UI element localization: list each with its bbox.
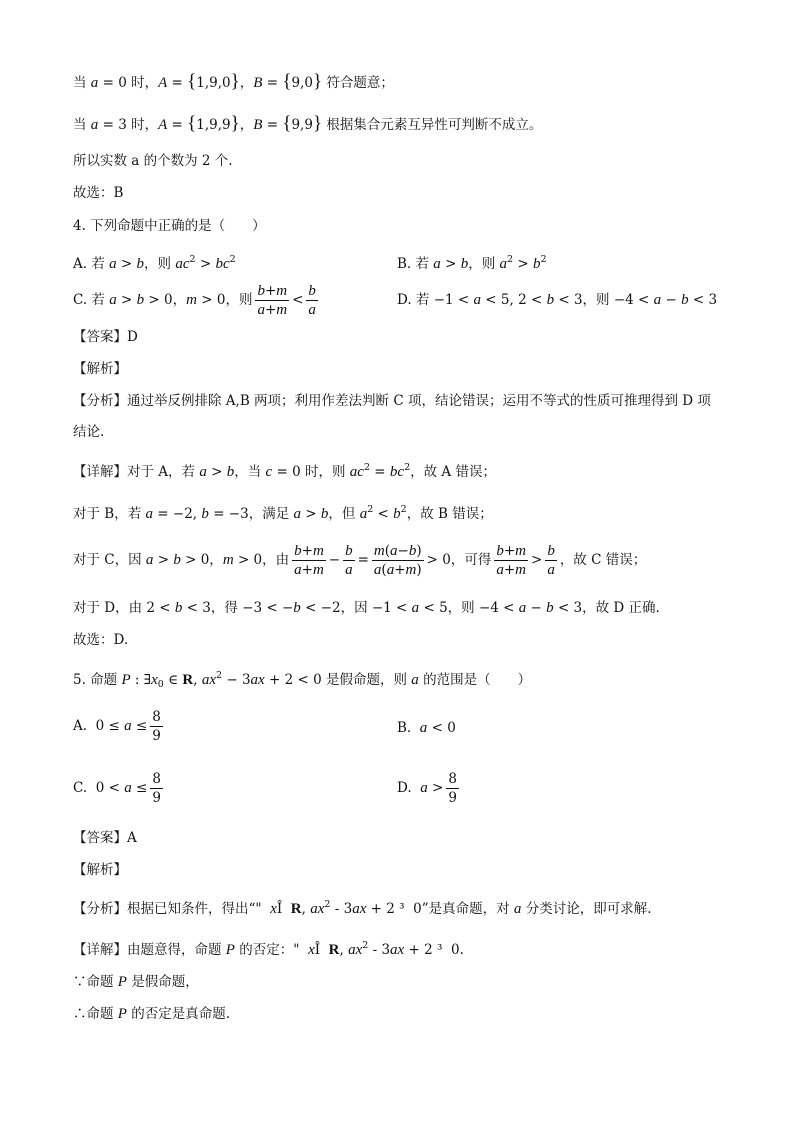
question-5-stem: 5. 命题 P : $\exists x_0$ ∈ R, $ax^2 - 3ax + 2 < 0$ 是假命题，则 a 的范围是（ ） <box>73 670 532 690</box>
analysis-text: 结论. <box>73 424 105 440</box>
q5-option-b: B. a < 0 <box>397 720 456 736</box>
detail-line: 【详解】由题意得，命题 P 的否定：" xÎ R, $ax^2 - 3ax + 2$ ³ 0. <box>73 940 464 958</box>
q4-option-b: B. 若 a > b，则 $a^2 > b^2$ <box>397 254 547 272</box>
text-line: 当 a = 0 时，A = {1,9,0}，B = {9,0} 符合题意； <box>73 71 394 92</box>
analysis-label: 【解析】 <box>73 361 127 377</box>
text-line: 故选：B <box>73 185 124 201</box>
answer-label: 【答案】A <box>73 830 137 846</box>
detail-line: 对于 D，由 2 < b < 3，得 −3 < −b < −2，因 −1 < a < 5，则 −4 < a − b < 3，故 D 正确. <box>73 600 660 616</box>
text-line: 当 a = 3 时，A = {1,9,9}，B = {9,9} 根据集合元素互异性可判断不成立。 <box>73 113 543 134</box>
detail-line: 对于 B，若 a = −2, b = −3，满足 a > b，但 $a^2 < b^2$，故 B 错误； <box>73 504 493 522</box>
detail-line: 【详解】对于 A，若 a > b，当 c = 0 时，则 $ac^2 = bc^2$，故 A 错误； <box>73 462 496 480</box>
q4-option-d: D. 若 −1 < a < 5, 2 < b < 3，则 −4 < a − b < 3 <box>397 292 718 308</box>
q4-option-a: A. 若 a > b，则 $ac^2 > bc^2$ <box>73 254 236 272</box>
analysis-label: 【解析】 <box>73 862 127 878</box>
detail-line: ∵命题 P 是假命题， <box>73 974 199 990</box>
answer-label: 【答案】D <box>73 329 138 345</box>
q5-option-a: A. 0 ≤ a ≤ $\frac{8}{9}$ <box>73 709 161 744</box>
detail-line: 故选：D. <box>73 632 129 648</box>
q5-option-c: C. 0 < a ≤ $\frac{8}{9}$ <box>73 771 161 806</box>
question-4-stem: 4. 下列命题中正确的是（ ） <box>73 218 266 234</box>
detail-line: ∴命题 P 的否定是真命题. <box>73 1006 231 1022</box>
analysis-text: 【分析】通过举反例排除 A,B 两项；利用作差法判断 C 项，结论错误；运用不等式的性质可推理得到 D 项 <box>73 393 711 409</box>
analysis-text: 【分析】根据已知条件，得出“" xÎ R, $ax^2 - 3ax + 2$ ³ 0”是真命题，对 a 分类讨论，即可求解. <box>73 899 652 917</box>
q4-option-c: C. 若 a > b > 0，m > 0，则 $\frac{b+m}{a+m}$ < $\frac{b}{a}$ <box>73 283 316 318</box>
q5-option-d: D. a > $\frac{8}{9}$ <box>397 771 457 806</box>
detail-line: 对于 C，因 a > b > 0，m > 0，由 $\frac{b+m}{a+m}$ − $\frac{b}{a}$ = $\frac{m(a-b)}{a(a+m)}$ > 0，可得 $\frac{b+m}{a+m}$ > $\frac{b}{a}$ ，故 C 错误； <box>73 543 647 578</box>
text-line: 所以实数 a 的个数为 2 个. <box>73 153 233 169</box>
